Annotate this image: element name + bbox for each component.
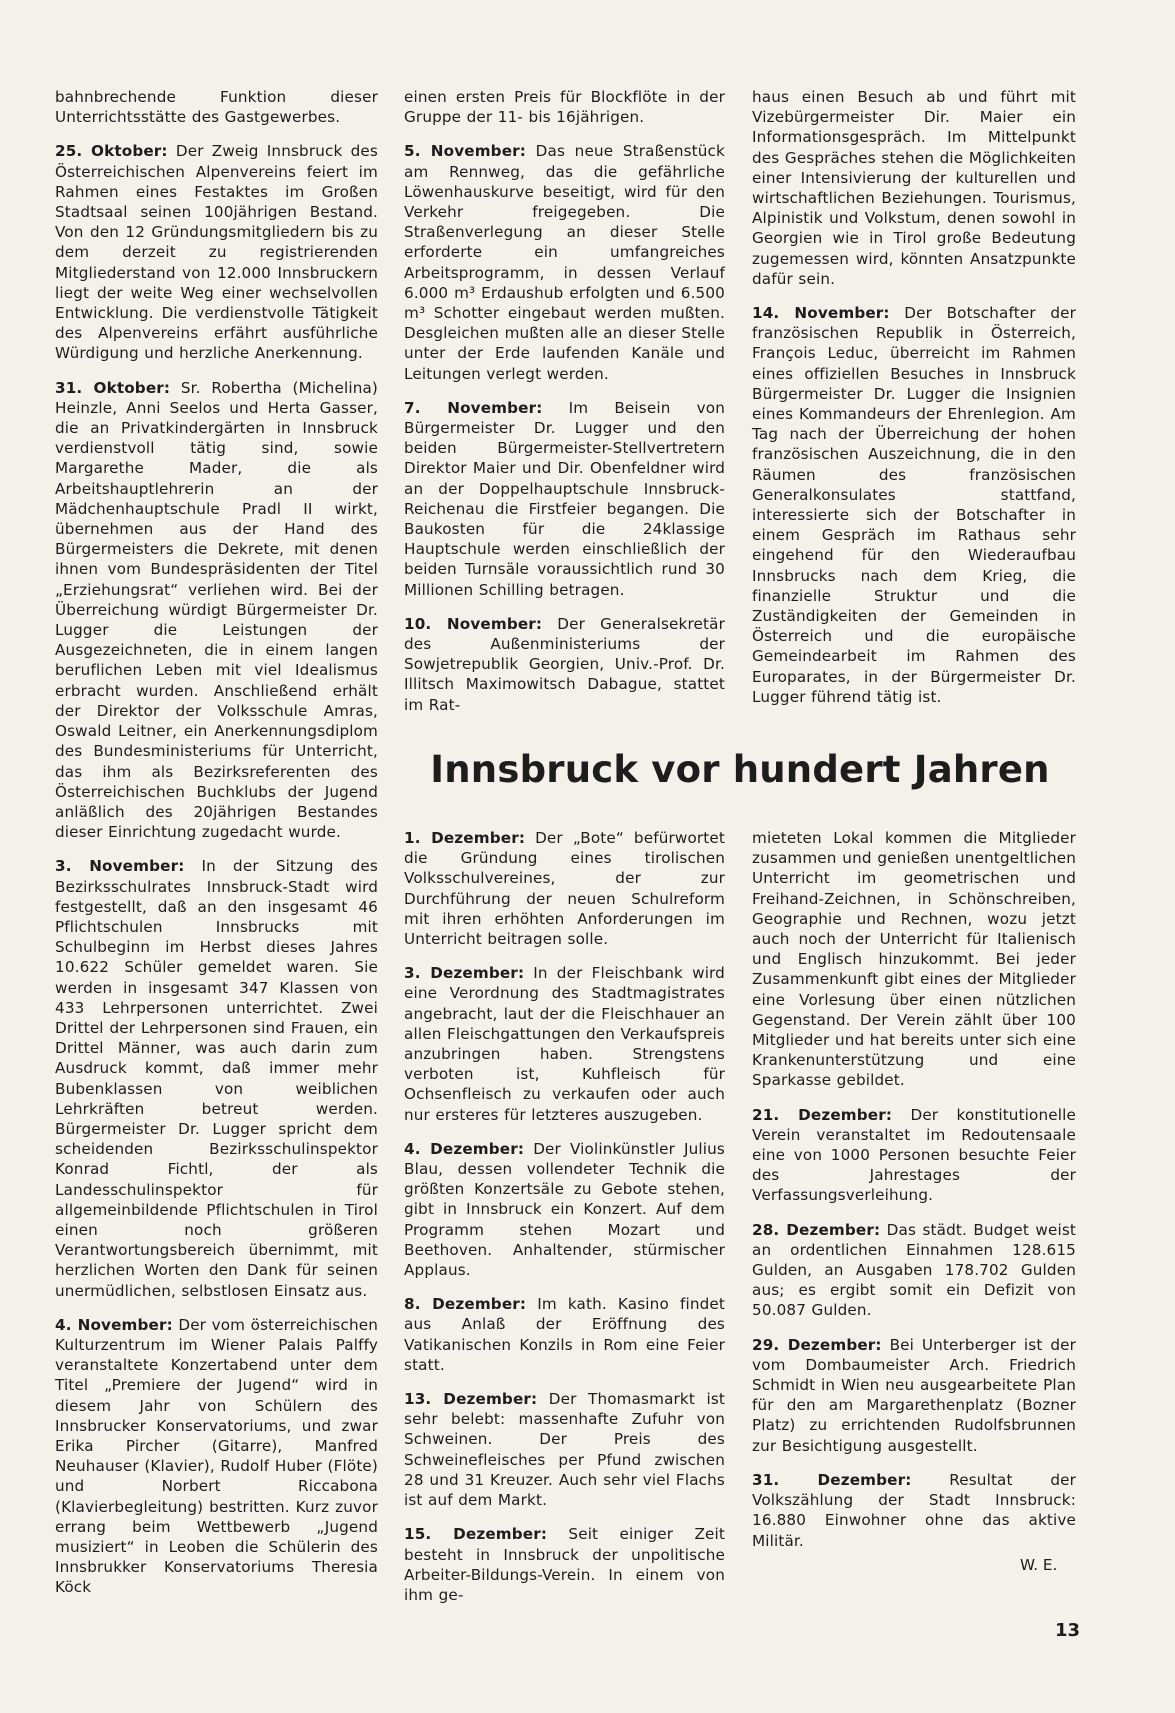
entry-text: Bei Unterberger ist der vom Dombaumeister Arch. Friedrich Schmidt in Wien neu ausgearbeitete Plan für den am Margarethenplatz (Bozner Platz) zu errichtenden Rudolfsbrunnen zur Besichtigung ausgestellt.	[752, 1335, 1076, 1455]
entry-text: Der Botschafter der französischen Republik in Österreich, François Leduc, überreicht im Rahmen eines offiziellen Besuches in Innsbruck Bürgermeister Dr. Lugger die Insignien eines Kommandeurs der Ehrenlegion. Am Tag nach der Überreichung der hohen französischen Auszeichnung, die in den Räumen des französischen Generalkonsulates stattfand, interessierte sich der Botschafter in einem Gespräch im Rathaus sehr eingehend für den Wiederaufbau Innsbrucks nach dem Krieg, die finanzielle Struktur und die Zuständigkeiten der Gemeinden in Österreich und die europäische Gemeindearbeit im Rahmen des Europarates, in der Bürgermeister Dr. Lugger führend tätig ist.	[752, 304, 1076, 706]
column-2	[404, 87, 725, 729]
entry-date: 8. Dezember:	[404, 1295, 527, 1314]
entry	[404, 828, 725, 949]
entry	[752, 303, 1076, 707]
entry	[55, 1315, 378, 1598]
entry	[404, 1139, 725, 1280]
entry	[55, 141, 378, 363]
entry-text: Der vom österreichischen Kulturzentrum im Wiener Palais Palffy veranstaltete Konzertabend unter dem Titel „Premiere der Jugend“ wird in diesem Jahr von Schülern des Innsbrucker Konservatoriums, und zwar Erika Pircher (Gitarre), Manfred Neuhauser (Klavier), Rudolf Huber (Flöte) und Norbert Riccabona (Klavierbegleitung) bestritten. Kurz zuvor errang beim Wettbewerb „Jugend musiziert“ in Leoben die Schülerin des Innsbrukker Konservatoriums Theresia Köck	[55, 1315, 378, 1597]
column-3-intro: haus einen Besuch ab und führt mit Vizebürgermeister Dir. Maier ein Informationsgespräch. Im Mittelpunkt des Gespräches stehen die Möglichkeiten einer Intensivierung der kulturellen und wirtschaftlichen Beziehungen. Tourismus, Alpinistik und Volkstum, denen sowohl in Georgien wie in Tirol große Bedeutung zugemessen wird, könnten Ansatzpunkte dafür sein.	[752, 88, 1076, 288]
entry-text: Der Generalsekretär des Außenministeriums der Sowjetrepublik Georgien, Univ.-Prof. Dr. Illitsch Maximowitsch Dabague, stattet im Rat-	[404, 614, 725, 714]
entry	[55, 378, 378, 843]
entry	[752, 1220, 1076, 1321]
entry-text: Der Zweig Innsbruck des Österreichischen Alpenvereins feiert im Rahmen eines Festaktes im Großen Stadtsaal seinen 100jährigen Bestand. Von den 12 Gründungsmitgliedern bis zu dem derzeit zu registrierenden Mitgliederstand von 12.000 Innsbruckern liegt der weite Weg einer wechselvollen Entwicklung. Die verdienstvolle Tätigkeit des Alpenvereins erfährt ausführliche Würdigung und herzliche Anerkennung.	[55, 142, 378, 363]
entry	[404, 398, 725, 600]
entry-text: Im kath. Kasino findet aus Anlaß der Eröffnung des Vatikanischen Konzils in Rom eine Feier statt.	[404, 1295, 725, 1374]
entry	[404, 141, 725, 383]
entry	[404, 1524, 725, 1605]
entry-date: 14. November:	[752, 304, 890, 323]
entry	[404, 614, 725, 715]
entry-text: Das neue Straßenstück am Rennweg, das die gefährliche Löwenhauskurve beseitigt, wird für den Verkehr freigegeben. Die Straßenverlegung an dieser Stelle erforderte ein umfangreiches Arbeitsprogramm, in dessen Verlauf 6.000 m³ Erdaushub erfolgten und 6.500 m³ Schotter eingebaut werden mußten. Desgleichen mußten alle an dieser Stelle unter der Erde laufenden Kanäle und Leitungen verlegt werden.	[404, 142, 725, 383]
entry-date: 4. Dezember:	[404, 1139, 525, 1158]
entry-text: Im Beisein von Bürgermeister Dr. Lugger und den beiden Bürgermeister-Stellvertretern Direktor Maier und Dir. Obenfeldner wird an der Doppelhauptschule Innsbruck-Reichenau die Firstfeier begangen. Die Baukosten für die 24klassige Hauptschule werden einschließlich der beiden Turnsäle voraussichtlich rund 30 Millionen Schilling betragen.	[404, 398, 725, 599]
entry-date: 7. November:	[404, 398, 543, 417]
entry-text: Sr. Robertha (Michelina) Heinzle, Anni Seelos und Herta Gasser, die an Privatkindergärten in Innsbruck verdienstvoll tätig sind, sowie Margarethe Mader, die als Arbeitshauptlehrerin an der Mädchenhauptschule Pradl II wirkt, übernehmen aus der Hand des Bürgermeisters die Dekrete, mit denen ihnen vom Bundespräsidenten der Titel „Erziehungsrat“ verliehen wird. Bei der Überreichung würdigt Bürgermeister Dr. Lugger die Leistungen der Ausgezeichneten, die in einem langen beruflichen Leben mit viel Idealismus erbracht wurden. Anschließend erhält der Direktor der Volksschule Amras, Oswald Leitner, ein Anerkennungsdiplom des Bundesministeriums für Unterricht, das ihm als Bezirksreferenten des Österreichischen Buchklubs der Jugend anläßlich des 20jährigen Bestandes dieser Einrichtung zugedacht wurde.	[55, 378, 379, 842]
entry-date: 1. Dezember:	[404, 829, 526, 847]
entry	[752, 1335, 1076, 1456]
column-1	[55, 87, 378, 1612]
entry	[55, 856, 378, 1300]
entry-text: Resultat der Volkszählung der Stadt Innsbruck: 16.880 Einwohner ohne das aktive Militär.	[752, 1470, 1077, 1550]
column-2-intro: einen ersten Preis für Blockflöte in der Gruppe der 11- bis 16jährigen.	[404, 88, 725, 127]
entry-date: 31. Oktober:	[55, 378, 171, 397]
entry	[404, 1294, 725, 1375]
entry-text: Der Violinkünstler Julius Blau, dessen vollendeter Technik die größten Konzertsäle zu Gebote stehen, gibt in Innsbruck ein Konzert. Auf dem Programm stehen Mozart und Beethoven. Anhaltender, stürmischer Applaus.	[404, 1139, 725, 1280]
entry-text: Seit einiger Zeit besteht in Innsbruck der unpolitische Arbeiter-Bildungs-Verein. In einem von ihm ge-	[404, 1525, 725, 1604]
section-heading: Innsbruck vor hundert Jahren	[430, 748, 1050, 791]
author-signature: W. E.	[1020, 1556, 1058, 1574]
entry-date: 31. Dezember:	[752, 1470, 912, 1489]
entry	[752, 1470, 1076, 1551]
entry-date: 29. Dezember:	[752, 1335, 882, 1354]
entry-text: In der Sitzung des Bezirksschulrates Innsbruck-Stadt wird festgestellt, daß an den insgesamt 46 Pflichtschulen Innsbrucks mit Schulbeginn im Herbst dieses Jahres 10.622 Schüler gemeldet waren. Sie werden in insgesamt 347 Klassen von 433 Lehrpersonen unterrichtet. Zwei Drittel der Lehrpersonen sind Frauen, ein Drittel Männer, was auch darin zum Ausdruck kommt, daß immer mehr Bubenklassen von weiblichen Lehrkräften betreut werden. Bürgermeister Dr. Lugger spricht dem scheidenden Bezirksschulinspektor Konrad Fichtl, der als Landesschulinspektor für allgemeinbildende Pflichtschulen in Tirol einen noch größeren Verantwortungsbereich übernimmt, mit herzlichen Worten den Dank für seinen unermüdlichen, selbstlosen Einsatz aus.	[55, 857, 378, 1300]
entry-date: 3. November:	[55, 857, 185, 876]
entry	[752, 1105, 1076, 1206]
entry-date: 25. Oktober:	[55, 142, 168, 161]
entry	[404, 963, 725, 1125]
page-number: 13	[1055, 1620, 1081, 1641]
entry-text: Das städt. Budget weist an ordentlichen Einnahmen 128.615 Gulden, an Ausgaben 178.702 Gulden aus; es ergibt somit ein Defizit von 50.087 Gulden.	[752, 1220, 1076, 1320]
entry-date: 4. November:	[55, 1315, 173, 1334]
column-1-intro: bahnbrechende Funktion dieser Unterrichtsstätte des Gastgewerbes.	[55, 88, 378, 127]
entry-date: 5. November:	[404, 142, 527, 161]
column-3	[752, 87, 1076, 721]
entry-date: 3. Dezember:	[404, 964, 525, 983]
entry-text: In der Fleischbank wird eine Verordnung des Stadtmagistrates angebracht, laut der die Fleischhauer an allen Fleischgattungen den Verkaufspreis anzubringen haben. Strengstens verboten ist, Kuhfleisch für Ochsenfleisch zu verkaufen oder auch nur ersteres für letzteres auszugeben.	[404, 964, 725, 1124]
entry-text: Der „Bote“ befürwortet die Gründung eines tirolischen Volksschulvereines, der zur Durchführung der neuen Schulreform mit ihren erhöhten Anforderungen im Unterricht beitragen solle.	[404, 829, 725, 949]
entry-date: 15. Dezember:	[404, 1525, 548, 1544]
entry-date: 21. Dezember:	[752, 1105, 893, 1124]
column-5	[752, 828, 1076, 1565]
entry-date: 13. Dezember:	[404, 1390, 538, 1409]
entry	[404, 1389, 725, 1510]
entry-text: Der Thomasmarkt ist sehr belebt: massenhafte Zufuhr von Schweinen. Der Preis des Schweinefleisches per Pfund zwischen 28 und 31 Kreuzer. Auch sehr viel Flachs ist auf dem Markt.	[404, 1390, 725, 1510]
entry-text: Der konstitutionelle Verein veranstaltet im Redoutensaale eine von 1000 Personen besuchte Feier des Jahrestages der Verfassungsverleihung.	[752, 1105, 1077, 1205]
entry-date: 28. Dezember:	[752, 1220, 881, 1239]
entry-date: 10. November:	[404, 614, 543, 633]
column-5-intro: mieteten Lokal kommen die Mitglieder zusammen und genießen unentgeltlichen Unterricht im geometrischen und Freihand-Zeichnen, in Schönschreiben, Geographie und Rechnen, wozu jetzt auch noch der Unterricht für Italienisch und Englisch hinzukommt. Bei jeder Zusammenkunft gibt eines der Mitglieder eine Vorlesung über einen nützlichen Gegenstand. Der Verein zählt über 100 Mitglieder und hat bereits unter sich eine Krankenunterstützung und eine Sparkasse gebildet.	[752, 829, 1076, 1090]
column-4	[404, 828, 725, 1619]
